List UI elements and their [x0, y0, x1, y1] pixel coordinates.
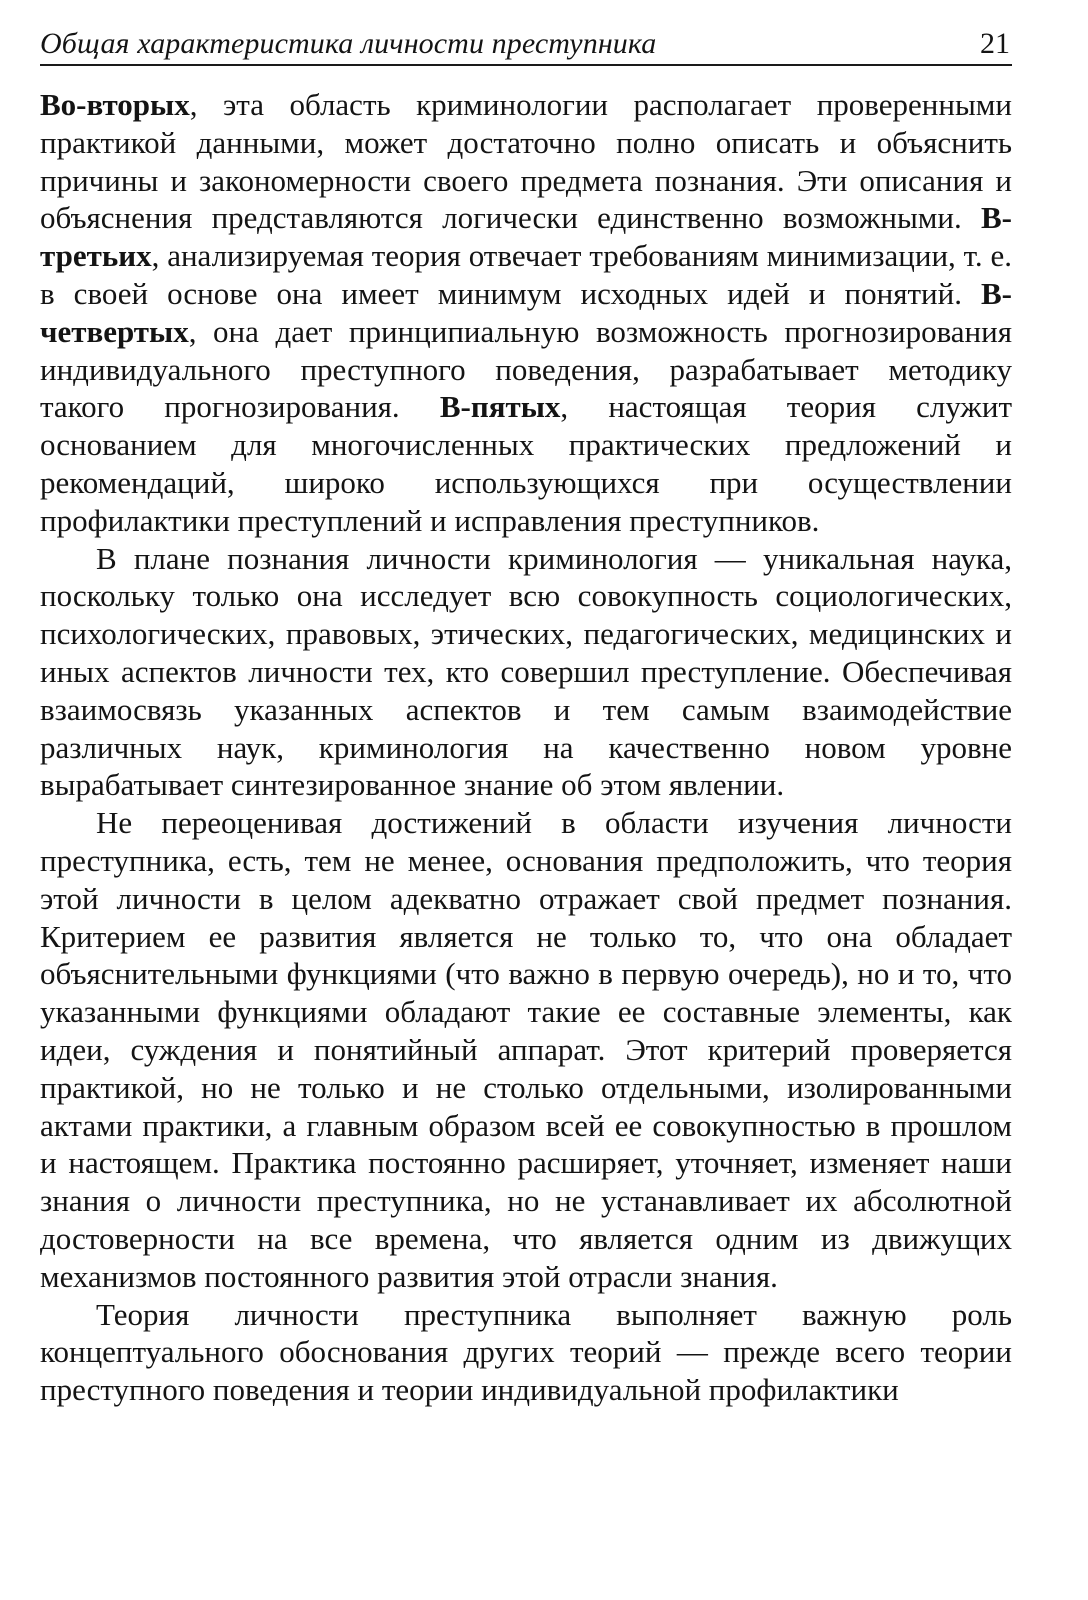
- enumeration-term: В-пятых: [439, 389, 561, 425]
- paragraph-3: [40, 804, 1012, 1295]
- enumeration-term: Во-вторых: [40, 87, 190, 122]
- paragraph-2: [40, 540, 1012, 805]
- text-run: , анализируемая теория отвечает требованиям минимизации, т. е. в своей основе она имеет минимум исходных идей и понятий.: [40, 238, 1012, 311]
- text-run: , настоящая теория служит основанием для многочисленных практических предложений и рекомендаций, широко использующихся при осуществлении профилактики преступлений и исправления преступников.: [40, 389, 1012, 538]
- running-header: [40, 22, 1012, 66]
- text-run: Теория личности преступника выполняет важную роль концептуального обоснования других теорий — прежде всего теории преступного поведения и теории индивидуальной профилактики: [40, 1296, 1012, 1408]
- body-text: [40, 86, 1012, 1409]
- enumeration-term: В-третьих: [40, 200, 1012, 274]
- text-run: Не переоценивая достижений в области изучения личности преступника, есть, тем не менее, основания предположить, что теория этой личности в целом адекватно отражает свой предмет познания. Критерием ее развития является не только то, что она обладает объяснительными функциями (что важно в первую очередь), но и то, что указанными функциями обладают такие ее составные элементы, как идеи, суждения и понятийный аппарат. Этот критерий проверяется практикой, но не только и не столько отдельными, изолированными актами практики, а главным образом всей ее совокупностью в прошлом и настоящем. Практика постоянно расширяет, уточняет, изменяет наши знания о личности преступника, но не устанавливает их абсолютной достоверности на все времена, что является одним из движущих механизмов постоянного развития этой отрасли знания.: [40, 805, 1012, 1294]
- running-header-title: Общая характеристика личности преступника: [40, 27, 657, 60]
- paragraph-1: [40, 86, 1012, 540]
- page-number: 21: [980, 27, 1010, 60]
- text-run: В плане познания личности криминология — уникальная наука, поскольку только она исследует всю совокупность социологических, психологических, правовых, этических, педагогических, медицинских и иных аспектов личности тех, кто совершил преступление. Обеспечивая взаимосвязь указанных аспектов и тем самым взаимодействие различных наук, криминология на качественно новом уровне вырабатывает синтезированное знание об этом явлении.: [40, 540, 1012, 803]
- text-run: , она дает принципиальную возможность прогнозирования индивидуального преступного поведения, разрабатывает методику такого прогнозирования.: [40, 313, 1012, 425]
- text-run: , эта область криминологии располагает проверенными практикой данными, может достаточно полно описать и объяснить причины и закономерности своего предмета познания. Эти описания и объяснения представляются логически единственно возможными.: [40, 87, 1012, 236]
- book-page: [40, 22, 1012, 1409]
- paragraph-4: [40, 1296, 1012, 1409]
- enumeration-term: В-четвертых: [40, 275, 1012, 349]
